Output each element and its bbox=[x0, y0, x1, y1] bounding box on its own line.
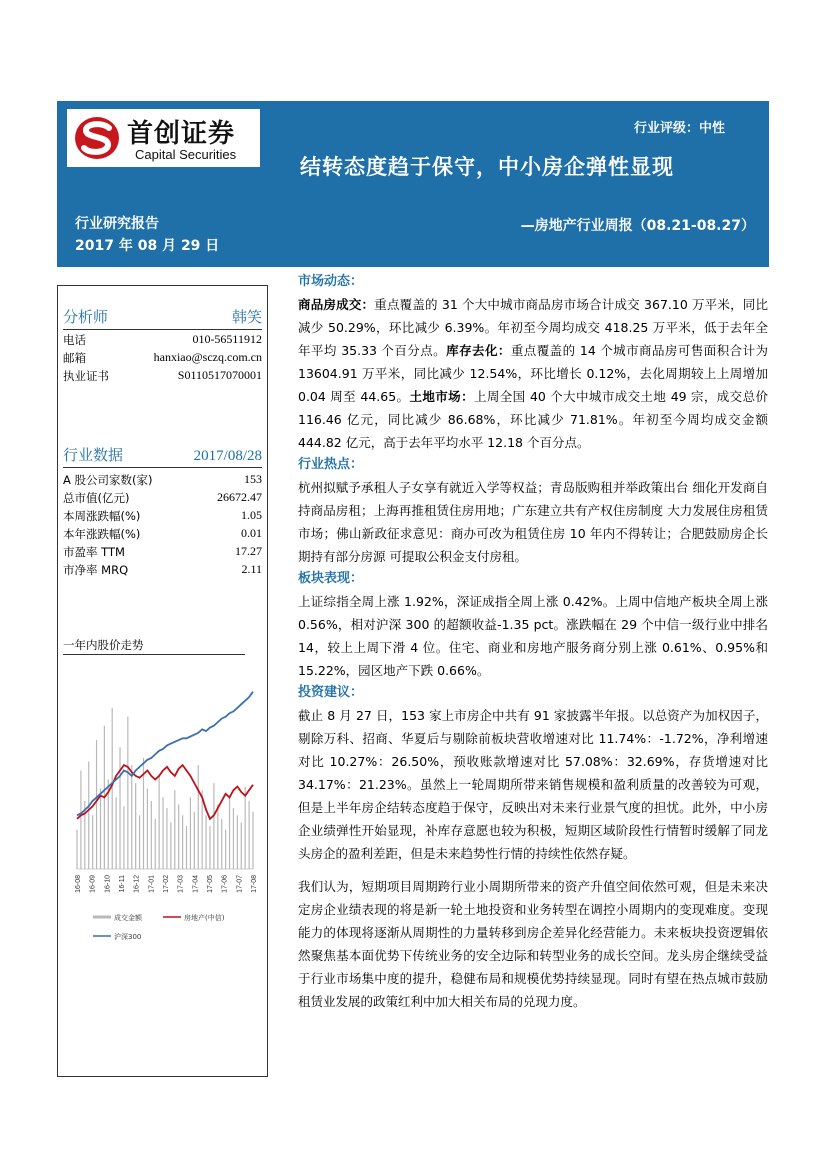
section-title: 投资建议： bbox=[298, 685, 364, 700]
report-title: 结转态度趋于保守，中小房企弹性显现 bbox=[300, 155, 674, 179]
main-content bbox=[298, 271, 768, 1013]
company-logo bbox=[67, 109, 260, 167]
x-tick-label: 16-10 bbox=[104, 875, 112, 893]
analyst-phone: 电话 010-56511912 bbox=[63, 332, 262, 347]
paragraph-text: 杭州拟赋予承租人子女享有就近入学等权益；青岛版购租并举政策出台 细化开发商自持商品房租；上海再推租赁住房用地；广东建立共有产权住房制度 大力发展住房租赁市场；佛山新政征求意见：商办可改为租赁住房 10 年内不得转让；合肥鼓励房企长期持有部分房源 可提取公积金支付房租。 bbox=[298, 480, 768, 564]
inline-heading: 土地市场： bbox=[409, 389, 474, 404]
section-paragraph bbox=[298, 704, 768, 865]
section-title: 行业热点： bbox=[298, 457, 364, 472]
industry-data-row: A 股公司家数(家) 153 bbox=[63, 472, 262, 487]
report-date: 2017 年 08 月 29 日 bbox=[75, 238, 220, 254]
industry-data-label: 行业数据 bbox=[63, 446, 124, 464]
logo-english-name: Capital Securities bbox=[135, 147, 237, 162]
legend-label: 沪深300 bbox=[114, 933, 142, 941]
analyst-email: 邮箱 hanxiao@sczq.com.cn bbox=[63, 350, 262, 365]
paragraph-text: 重点覆盖的 14 个城市商品房可售面积合计为 13604.91 万平米，同比减少 12.54%，环比增长 0.12%，去化周期较上上周增加 0.04 周至 44.65。 bbox=[298, 343, 769, 404]
logo-chinese-name: 首创证券 bbox=[127, 119, 236, 149]
industry-data-row: 市净率 MRQ 2.11 bbox=[63, 562, 262, 577]
x-tick-label: 16-08 bbox=[75, 875, 82, 893]
x-tick-label: 17-04 bbox=[192, 875, 200, 893]
x-tick-label: 17-07 bbox=[236, 875, 244, 893]
section-paragraph bbox=[298, 590, 768, 682]
industry-data-row: 本年涨跌幅(%) 0.01 bbox=[63, 526, 262, 541]
report-series: —房地产行业周报（08.21-08.27） bbox=[520, 218, 755, 234]
paragraph-text: 上证综指全周上涨 1.92%，深证成指全周上涨 0.42%。上周中信地产板块全周上涨 0.56%，相对沪深 300 的超额收益-1.35 pct。涨跌幅在 29 个中信一级行业中排名 14，较上上周下滑 4 位。住宅、商业和房地产服务商分别上涨 0.61%、0.95%和 15.22%，园区地产下跌 0.66%。 bbox=[298, 594, 768, 678]
x-tick-label: 16-09 bbox=[89, 875, 97, 893]
legend-label: 房地产(中信) bbox=[184, 914, 225, 922]
analyst-name: 韩笑 bbox=[231, 308, 262, 326]
legend-label: 成交金额 bbox=[114, 914, 142, 922]
report-type: 行业研究报告 bbox=[75, 216, 159, 232]
inline-heading: 商品房成交： bbox=[298, 297, 375, 312]
industry-rating: 行业评级：中性 bbox=[633, 121, 725, 136]
paragraph-text: 重点覆盖的 31 个大中城市商品房市场合计成交 367.10 万平米，同比减少 50.29%，环比减少 6.39%。年初至今周均成交 418.25 万平米，低于去年全年平均 35.33 个百分点。 bbox=[298, 297, 768, 358]
inline-heading: 库存去化： bbox=[446, 343, 511, 358]
chart-title: 一年内股价走势 bbox=[63, 637, 245, 655]
capital-securities-logo-icon bbox=[73, 114, 121, 162]
header-banner bbox=[57, 101, 769, 267]
paragraph-text: 上周全国 40 个大中城市成交土地 49 宗，成交总价 116.46 亿元，同比减少 86.68%，环比减少 71.81%。年初至今周均成交金额 444.82 亿元，高于去年平均水平 12.18 个百分点。 bbox=[298, 389, 768, 450]
x-tick-label: 17-08 bbox=[251, 875, 258, 893]
x-tick-label: 16-12 bbox=[133, 875, 141, 893]
x-tick-label: 17-03 bbox=[177, 875, 185, 893]
industry-data-row: 本周涨跌幅(%) 1.05 bbox=[63, 508, 262, 523]
x-tick-label: 17-02 bbox=[163, 875, 170, 893]
analyst-license: 执业证书 S0110517070001 bbox=[63, 368, 262, 383]
analyst-label: 分析师 bbox=[63, 308, 109, 326]
analyst-header bbox=[63, 308, 262, 330]
section-title: 板块表现： bbox=[298, 571, 364, 586]
x-tick-label: 17-01 bbox=[148, 875, 156, 893]
paragraph-text: 截止 8 月 27 日，153 家上市房企中共有 91 家披露半年报。以总资产为加权因子，剔除万科、招商、华夏后与剔除前板块营收增速对比 11.74%：-1.72%，净利增速对比 10.27%：26.50%，预收账款增速对比 57.08%：32.69%，存货增速对比 34.17%：21.23%。虽然上一轮周期所带来销售规模和盈利质量的改善较为可观，但是上半年房企结转态度趋于保守，反映出对未来行业景气度的担忧。此外，中小房企业绩弹性开始显现，补库存意愿也较为积极，短期区域阶段性行情暂时缓解了同龙头房企的盈利差距，但是未来趋势性行情的持续性依然存疑。 bbox=[298, 708, 768, 861]
sidebar bbox=[57, 285, 268, 1077]
price-trend-chart bbox=[63, 664, 262, 982]
x-tick-label: 16-11 bbox=[119, 875, 126, 893]
section-title: 市场动态： bbox=[298, 274, 364, 289]
x-tick-label: 17-06 bbox=[221, 875, 229, 893]
section-paragraph bbox=[298, 476, 768, 568]
industry-data-header bbox=[63, 446, 262, 468]
x-tick-label: 17-05 bbox=[207, 875, 214, 893]
industry-data-row: 总市值(亿元) 26672.47 bbox=[63, 490, 262, 505]
section-paragraph bbox=[298, 293, 768, 454]
industry-data-row: 市盈率 TTM 17.27 bbox=[63, 544, 262, 559]
closing-paragraph: 我们认为，短期项目周期跨行业小周期所带来的资产升值空间依然可观，但是未来决定房企业绩表现的将是新一轮土地投资和业务转型在调控小周期内的变现难度。变现能力的体现将逐渐从周期性的力量转移到房企差异化经营能力。未来板块投资逻辑依然聚焦基本面优势下传统业务的安全边际和转型业务的成长空间。龙头房企继续受益于行业市场集中度的提升，稳健布局和规模优势持续显现。同时有望在热点城市鼓励租赁业发展的政策红利中加大相关布局的兑现力度。 bbox=[298, 879, 768, 1009]
industry-data-date: 2017/08/28 bbox=[193, 448, 262, 464]
